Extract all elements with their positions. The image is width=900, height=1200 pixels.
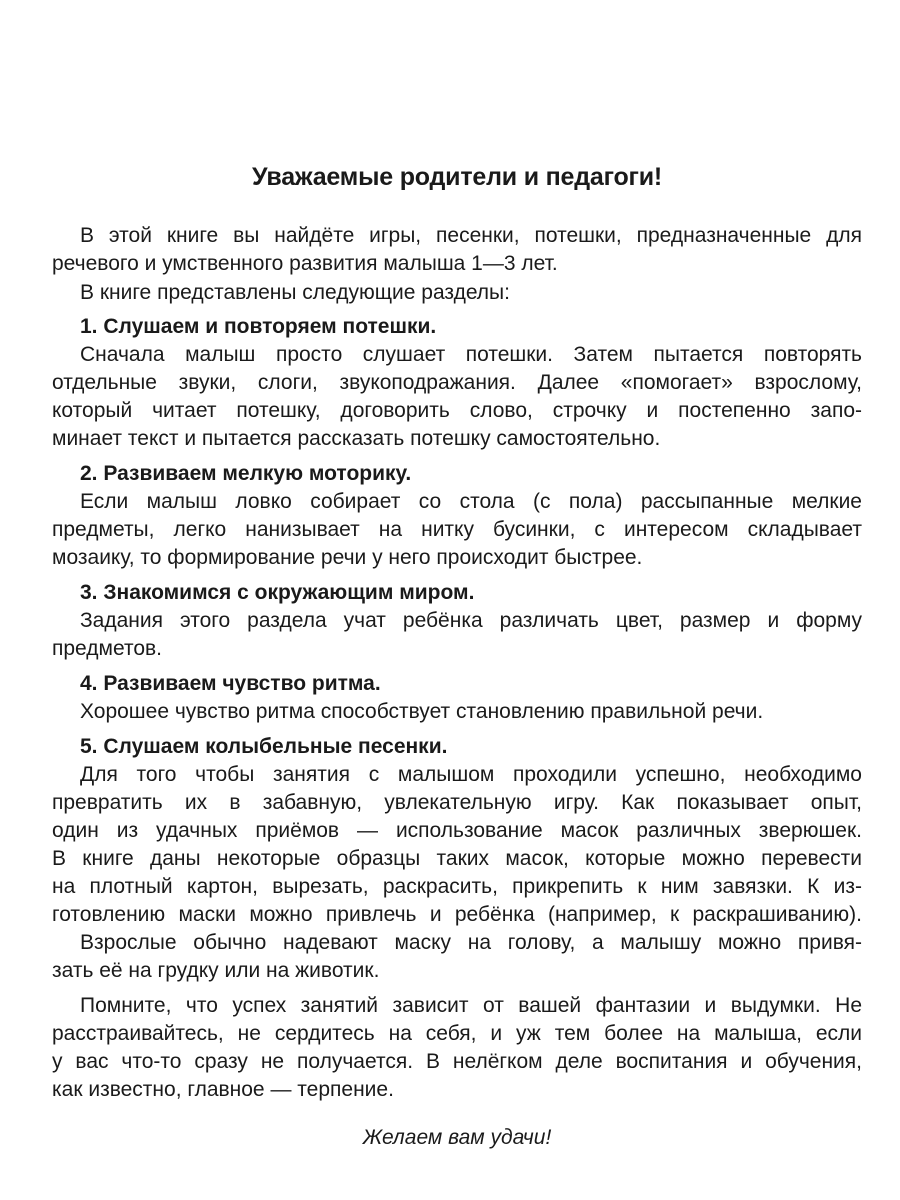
closing-line: у вас что-то сразу не получается. В нелёгком деле воспитания и обучения, (52, 1050, 862, 1073)
section-5-line: В книге даны некоторые образцы таких масок, которые можно перевести (52, 847, 862, 870)
section-2-line: предметы, легко нанизывает на нитку бусинки, с интересом складывает (52, 518, 862, 541)
page-title: Уважаемые родители и педагоги! (251, 163, 663, 191)
section-1-line: который читает потешку, договорить слово, строчку и постепенно запо- (52, 399, 862, 422)
section-3-line: предметов. (52, 637, 162, 660)
section-heading-5: 5. Слушаем колыбельные песенки. (80, 735, 448, 758)
section-1-line: отдельные звуки, слоги, звукоподражания. Далее «помогает» взрослому, (52, 371, 862, 394)
intro-line: В этой книге вы найдёте игры, песенки, потешки, предназначенные для (80, 224, 862, 247)
sign-off: Желаем вам удачи! (362, 1126, 552, 1149)
section-2-line: Если малыш ловко собирает со стола (с пола) рассыпанные мелкие (80, 490, 862, 513)
intro-line: речевого и умственного развития малыша 1—3 лет. (52, 252, 558, 275)
document-page (52, 0, 862, 1200)
section-1-line: минает текст и пытается рассказать потешку самостоятельно. (52, 427, 661, 450)
section-5-line: Взрослые обычно надевают маску на голову, а малышу можно привя- (80, 931, 862, 954)
section-4-line: Хорошее чувство ритма способствует становлению правильной речи. (80, 700, 764, 723)
section-2-line: мозаику, то формирование речи у него происходит быстрее. (52, 546, 643, 569)
section-5-line: Для того чтобы занятия с малышом проходили успешно, необходимо (80, 763, 862, 786)
closing-line: расстраивайтесь, не сердитесь на себя, и уж тем более на малыша, если (52, 1022, 862, 1045)
section-5-line: один из удачных приёмов — использование масок различных зверюшек. (52, 819, 862, 842)
intro-line: В книге представлены следующие разделы: (80, 281, 510, 304)
section-heading-3: 3. Знакомимся с окружающим миром. (80, 581, 475, 604)
section-5-line: на плотный картон, вырезать, раскрасить, прикрепить к ним завязки. К из- (52, 875, 862, 898)
section-3-line: Задания этого раздела учат ребёнка различать цвет, размер и форму (80, 609, 862, 632)
closing-line: как известно, главное — терпение. (52, 1078, 394, 1101)
section-5-line: зать её на грудку или на животик. (52, 959, 380, 982)
closing-line: Помните, что успех занятий зависит от вашей фантазии и выдумки. Не (80, 994, 862, 1017)
section-5-line: превратить их в забавную, увлекательную игру. Как показывает опыт, (52, 791, 862, 814)
section-1-line: Сначала малыш просто слушает потешки. Затем пытается повторять (80, 343, 862, 366)
section-heading-2: 2. Развиваем мелкую моторику. (80, 462, 412, 485)
section-heading-1: 1. Слушаем и повторяем потешки. (80, 315, 437, 338)
section-5-line: готовлению маски можно привлечь и ребёнка (например, к раскрашиванию). (52, 903, 862, 926)
section-heading-4: 4. Развиваем чувство ритма. (80, 672, 381, 695)
